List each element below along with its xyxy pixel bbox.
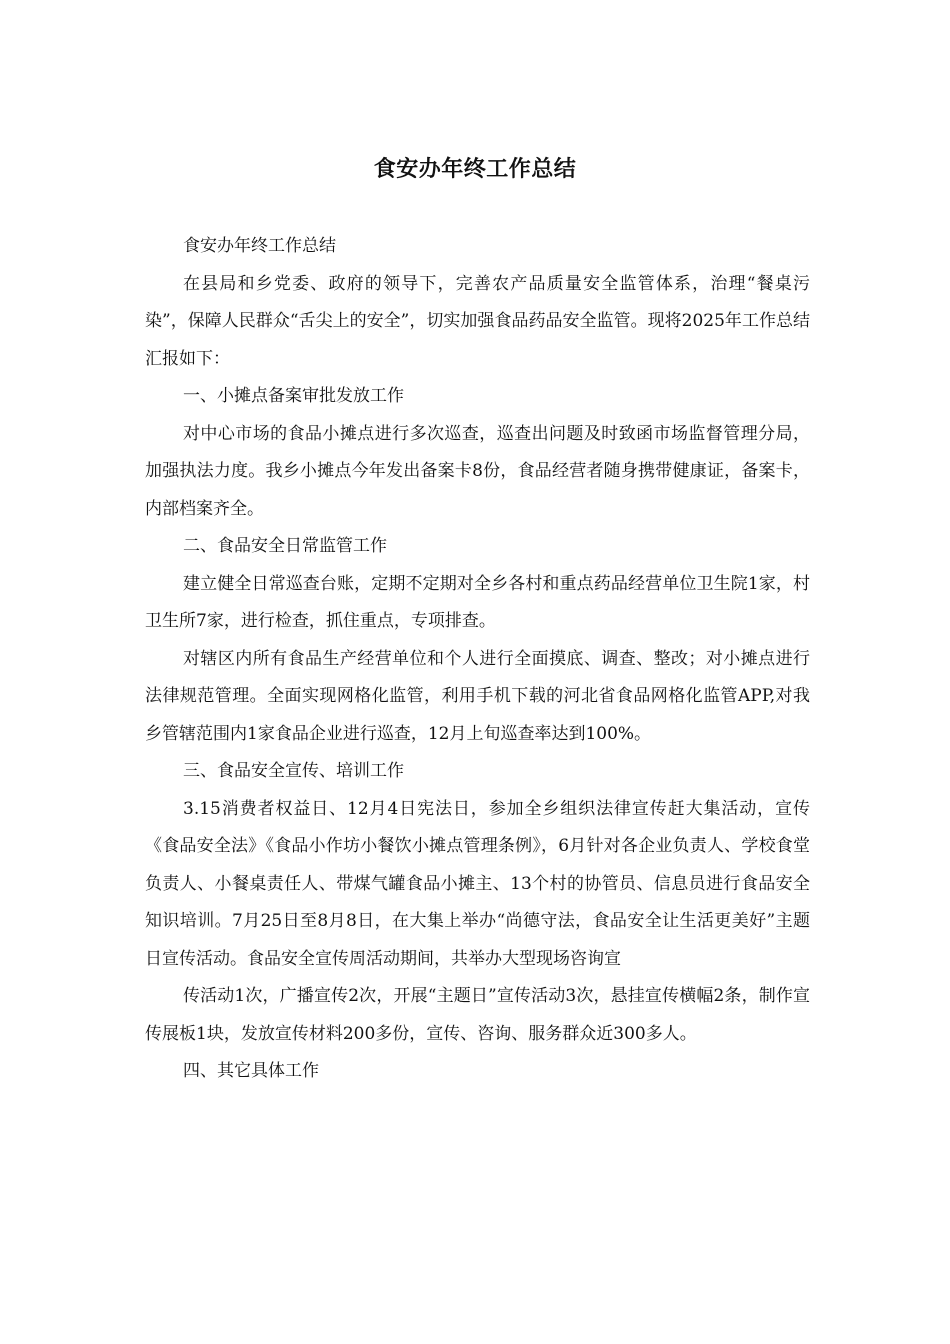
section-2-paragraph-2: 对辖区内所有食品生产经营单位和个人进行全面摸底、调查、整改；对小摊点进行法律规范管理。全面实现网格化监管，利用手机下载的河北省食品网格化监管APP,对我乡管辖范围内1家食品企业进行巡查，12月上旬巡查率达到100%。 [145, 648, 810, 744]
doc-subtitle-paragraph: 食安办年终工作总结 [183, 236, 336, 256]
section-heading-1: 一、小摊点备案审批发放工作 [183, 386, 404, 406]
section-heading-3: 三、食品安全宣传、培训工作 [183, 761, 404, 781]
section-3-paragraph-2: 传活动1次，广播宣传2次，开展“主题日”宣传活动3次，悬挂宣传横幅2条，制作宣传展板1块，发放宣传材料200多份，宣传、咨询、服务群众近300多人。 [145, 986, 810, 1044]
section-2-paragraph-1: 建立健全日常巡查台账，定期不定期对全乡各村和重点药品经营单位卫生院1家，村卫生所7家，进行检查，抓住重点，专项排查。 [145, 573, 810, 631]
section-heading-2: 二、食品安全日常监管工作 [183, 536, 387, 556]
section-3-paragraph-1: 3.15消费者权益日、12月4日宪法日，参加全乡组织法律宣传赶大集活动，宣传《食品安全法》《食品小作坊小餐饮小摊点管理条例》，6月针对各企业负责人、学校食堂负责人、小餐桌责任人、带煤气罐食品小摊主、13个村的协管员、信息员进行食品安全知识培训。7月25日至8月8日，在大集上举办“尚德守法，食品安全让生活更美好”主题日宣传活动。食品安全宣传周活动期间，共举办大型现场咨询宣 [145, 798, 810, 969]
document-title: 食安办年终工作总结 [373, 157, 577, 182]
section-1-paragraph: 对中心市场的食品小摊点进行多次巡查，巡查出问题及时致函市场监督管理分局，加强执法力度。我乡小摊点今年发出备案卡8份，食品经营者随身携带健康证，备案卡，内部档案齐全。 [145, 423, 810, 519]
intro-paragraph: 在县局和乡党委、政府的领导下，完善农产品质量安全监管体系，治理“餐桌污染”，保障人民群众“舌尖上的安全”，切实加强食品药品安全监管。现将2025年工作总结汇报如下： [145, 273, 810, 369]
section-heading-4: 四、其它具体工作 [183, 1061, 319, 1081]
document-body [145, 228, 810, 1091]
